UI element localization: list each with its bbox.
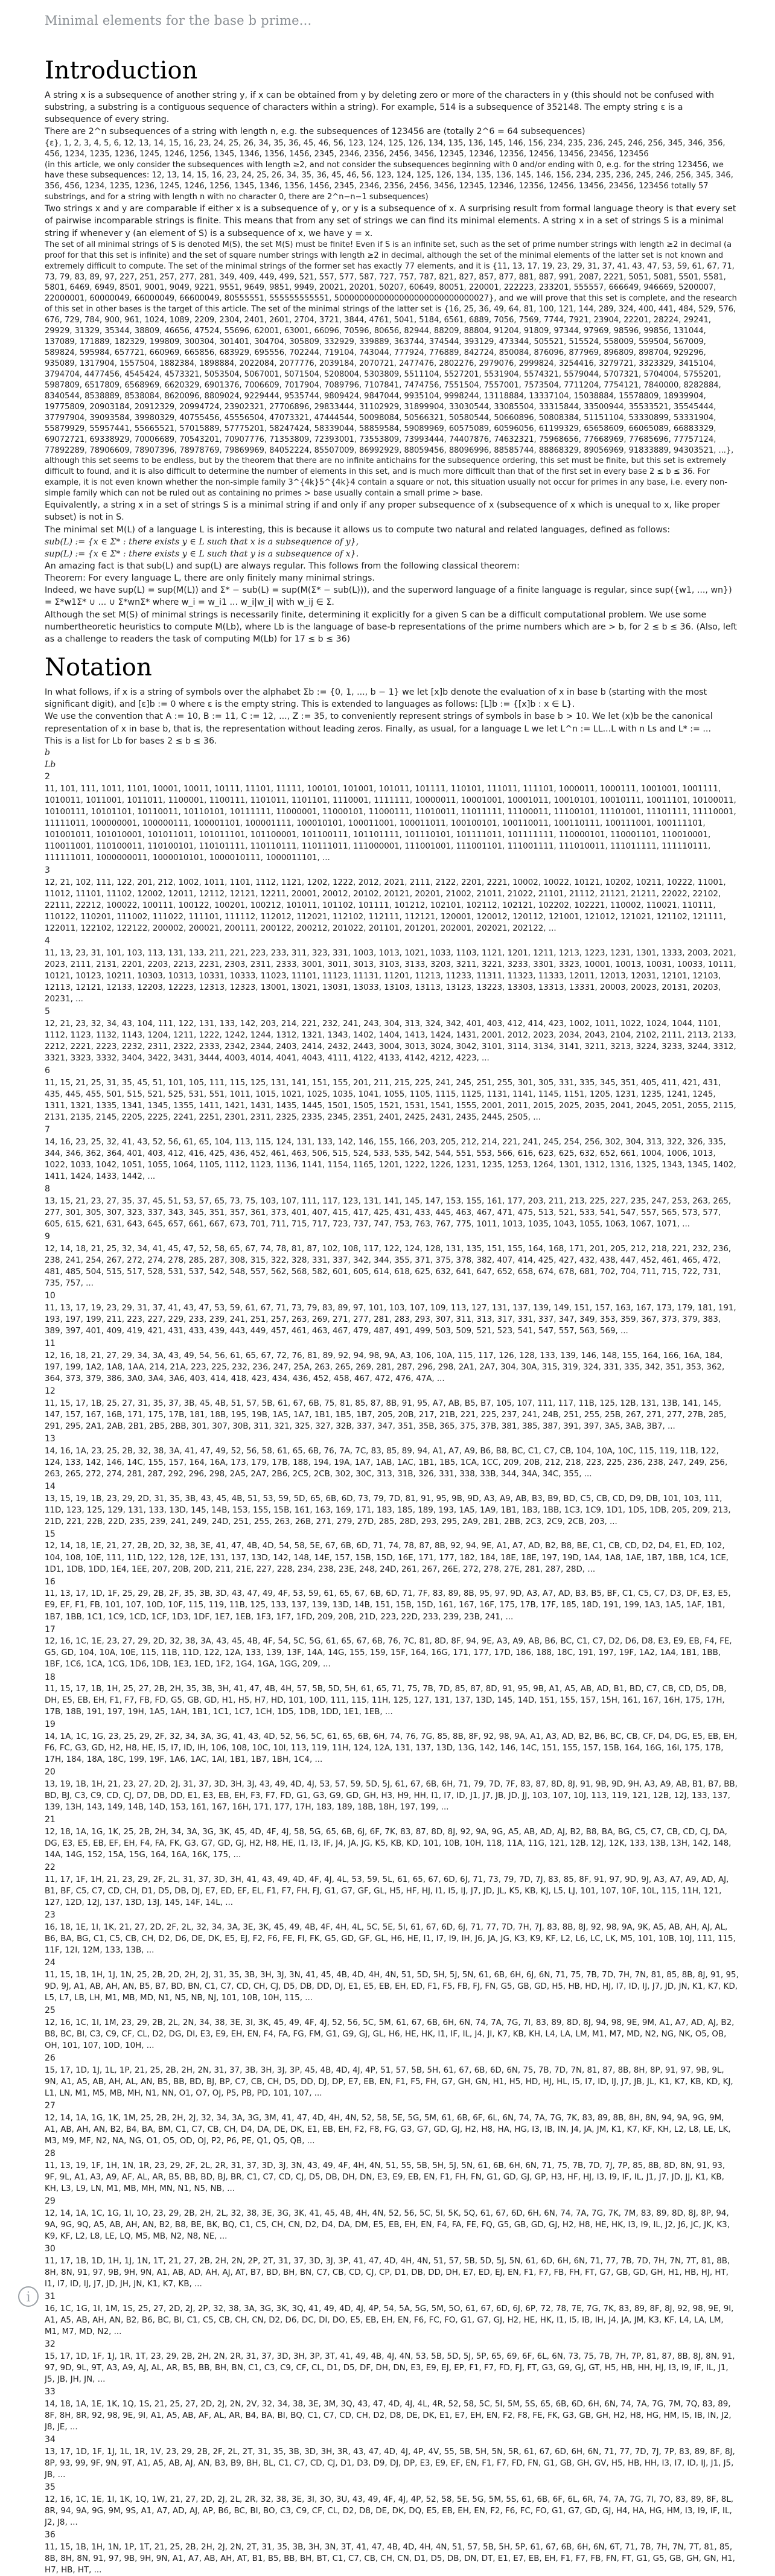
base-label: 10 [45,1290,56,1301]
base-label: 14 [45,1481,56,1491]
base-label: 29 [45,2196,56,2207]
base-prime-list: 11, 13, 17, 19, 23, 29, 31, 37, 41, 43, 47, 53, 59, 61, 67, 71, 73, 79, 83, 89, 97, 101, 103, 107, 109, 113, 127, 131, 137, 139, 149, 151, 157, 163, 167, 173, 179, 181, 191, 193, 197, 199, 211, 223, 227, 229, 233, 239, 241, 251, 257, 263, 269, 271, 277, 281, 283, 293, 307, 311, 313, 317, 331, 337, 347, 349, 353, 359, 367, 373, 379, 383, 389, 397, 401, 409, 419, 421, 431, 433, 439, 443, 449, 457, 461, 463, 467, 479, 487, 491, 499, 503, 509, 521, 523, 541, 547, 557, 563, 569, ... [45,1303,736,1336]
base-prime-list: 12, 21, 23, 32, 34, 43, 104, 111, 122, 131, 133, 142, 203, 214, 221, 232, 241, 243, 304, 313, 324, 342, 401, 403, 412, 414, 423, 1002, 1011, 1022, 1024, 1044, 1101, 1112, 1123, 1132, 1143, 1204, 1211, 1222, 1242, 1244, 1312, 1321, 1343, 1402, 1404, 1413, 1424, 1431, 2001, 2012, 2023, 2034, 2043, 2104, 2102, 2111, 2113, 2133, 2212, 2221, 2223, 2232, 2311, 2322, 2333, 2342, 2344, 2403, 2414, 2432, 2443, 3004, 3013, 3024, 3042, 3101, 3114, 3134, 3141, 3211, 3213, 3224, 3233, 3244, 3312, 3321, 3323, 3332, 3404, 3422, 3431, 3444, 4003, 4014, 4041, 4043, 4111, 4122, 4133, 4142, 4212, 4223, ... [45,1019,736,1063]
base-label: 33 [45,2387,56,2397]
base-prime-list: 11, 13, 19, 1F, 1H, 1N, 1R, 23, 29, 2F, 2L, 2R, 31, 37, 3D, 3J, 3N, 43, 49, 4F, 4H, 4N, 51, 55, 5B, 5H, 5J, 5N, 61, 6B, 6H, 6N, 71, 75, 7B, 7D, 7J, 7P, 85, 8B, 8D, 8N, 91, 93, 9F, 9L, A1, A3, A9, AF, AL, AR, B5, BB, BD, BJ, BR, C1, C7, CD, CJ, D5, DB, DH, DN, E3, E9, EB, EN, F1, FH, FN, G1, GD, GJ, GP, H3, HF, HJ, I3, I9, IF, IL, J1, J7, JD, JJ, K1, KB, KH, L3, L9, LN, M1, MB, MH, MN, N1, N5, NB, ... [45,2161,726,2194]
base-label: 27 [45,2101,56,2111]
base-label: 12 [45,1386,56,1396]
notation-heading: Notation [45,654,152,682]
base-prime-list: 14, 16, 23, 25, 32, 41, 43, 52, 56, 61, 65, 104, 113, 115, 124, 131, 133, 142, 146, 155, 166, 203, 205, 212, 214, 221, 241, 245, 254, 256, 302, 304, 313, 322, 326, 335, 344, 346, 362, 364, 401, 403, 412, 416, 425, 436, 452, 461, 463, 506, 515, 524, 533, 535, 542, 544, 551, 553, 566, 616, 623, 625, 632, 652, 661, 1004, 1006, 1013, 1022, 1033, 1042, 1051, 1055, 1064, 1105, 1112, 1123, 1136, 1141, 1154, 1165, 1201, 1222, 1226, 1231, 1235, 1253, 1264, 1301, 1312, 1316, 1325, 1343, 1345, 1402, 1411, 1424, 1433, 1442, ... [45,1137,736,1181]
intro-paragraph-although: Although the set M(S) of minimal strings is necessarily finite, determining it explicitly for a given S can be a difficult computational problem. We use some numbertheoretic heuristics to compute M(Lb), where Lb is the language of base-b representations of the prime numbers which are > b, for 2 ≤ b ≤ 36. (Also, left as a challenge to readers the task of computing M(Lb) for 17 ≤ b ≤ 36) [45,610,737,644]
base-prime-list: 13, 15, 19, 1B, 23, 29, 2D, 31, 35, 3B, 43, 45, 4B, 51, 53, 59, 5D, 65, 6B, 6D, 73, 79, 7D, 81, 91, 95, 9B, 9D, A3, A9, AB, B3, B9, BD, C5, CB, CD, D9, DB, 101, 103, 111, 11D, 123, 125, 129, 131, 133, 13D, 145, 14B, 153, 155, 15B, 161, 163, 169, 171, 183, 185, 189, 193, 1A5, 1A9, 1B1, 1B3, 1BB, 1C3, 1C9, 1D1, 1D5, 1DB, 205, 209, 213, 21D, 221, 22B, 22D, 235, 239, 241, 249, 24D, 251, 255, 263, 26B, 271, 279, 27D, 285, 28D, 293, 295, 2A9, 2B1, 2BB, 2C3, 2C9, 2CB, 203, ... [45,1494,731,1526]
wiki-info-icon[interactable]: i [18,2286,39,2307]
intro-paragraph-2: There are 2^n subsequences of a string with length n, e.g. the subsequences of 123456 are (totally 2^6 = 64 subsequences) [45,127,585,137]
base-label: 19 [45,1720,56,1730]
base-prime-list: 12, 14, 1A, 1G, 1K, 1M, 25, 2B, 2H, 2J, 32, 34, 3A, 3G, 3M, 41, 47, 4D, 4H, 4N, 52, 58, 5E, 5G, 5M, 61, 6B, 6F, 6L, 6N, 74, 7A, 7G, 7K, 83, 89, 8B, 8H, 8N, 94, 9A, 9G, 9M, A1, AB, AH, AN, B2, B4, BA, BM, C1, C7, CB, CH, D4, DA, DE, DK, E1, EB, EH, F2, F8, FG, G3, G7, GD, GJ, H2, H8, HA, HG, I3, IB, IN, J4, JA, JM, K1, K7, KF, KH, L2, L8, LE, LK, M3, M9, MF, N2, NA, NG, O1, O5, OD, OJ, P2, P6, PE, Q1, Q5, QB, ... [45,2114,731,2146]
notation-paragraph-2: We use the convention that A := 10, B := 11, C := 12, ..., Z := 35, to conveniently represent strings of symbols in base b > 10. We let (x)b be the canonical representation of x in base b, that is, the representation without leading zeros. Finally, as usual, for a language L we let L^n := LL...L with n Ls and L* := ... [45,712,713,734]
base-label: 18 [45,1672,56,1682]
base-label: 13 [45,1433,56,1444]
base-prime-list: 11, 17, 1B, 1D, 1H, 1J, 1N, 1T, 21, 27, 2B, 2H, 2N, 2P, 2T, 31, 37, 3D, 3J, 3P, 41, 47, 4D, 4H, 4N, 51, 57, 5B, 5D, 5J, 5N, 61, 6D, 6H, 6N, 71, 77, 7B, 7D, 7H, 7N, 7T, 81, 8B, 8H, 8N, 91, 97, 9B, 9H, 9N, A1, AB, AD, AH, AJ, AT, B7, BD, BH, BN, C7, CB, CD, CJ, CP, D1, DB, DD, DH, E7, ED, EJ, EN, F1, F7, FB, FH, FT, G7, GB, GD, GH, H1, HB, HJ, HT, I1, I7, ID, IJ, J7, JD, JH, JN, K1, K7, KB, ... [45,2257,730,2289]
base-label: 9 [45,1231,50,1242]
base-prime-list: 13, 15, 21, 23, 27, 35, 37, 45, 51, 53, 57, 65, 73, 75, 103, 107, 111, 117, 123, 131, 141, 145, 147, 153, 155, 161, 177, 203, 211, 213, 225, 227, 235, 247, 253, 263, 265, 277, 301, 305, 307, 323, 337, 343, 345, 351, 357, 361, 373, 401, 407, 415, 417, 425, 431, 433, 445, 463, 467, 471, 475, 513, 521, 533, 541, 547, 557, 565, 573, 577, 605, 615, 621, 631, 643, 645, 657, 661, 667, 673, 701, 711, 715, 717, 723, 737, 747, 753, 763, 767, 775, 1011, 1013, 1035, 1043, 1055, 1063, 1067, 1071, ... [45,1196,732,1229]
base-label: 16 [45,1577,56,1587]
base-label: 15 [45,1529,56,1539]
base-prime-list: 11, 17, 1F, 1H, 21, 23, 29, 2F, 2L, 31, 37, 3D, 3H, 41, 43, 49, 4D, 4F, 4J, 4L, 53, 59, 5L, 61, 65, 67, 6D, 6J, 71, 73, 79, 7D, 7J, 83, 85, 8F, 91, 97, 9D, 9J, A3, A7, A9, AD, AJ, B1, BF, C5, C7, CD, CH, D1, D5, DB, DJ, E7, ED, EF, EL, F1, F7, FH, FJ, G1, G7, GF, GL, H5, HF, HJ, I1, I5, IJ, J7, JD, JL, K5, KB, KJ, L5, LJ, 101, 107, 10F, 10L, 115, 11H, 121, 127, 12D, 12J, 137, 13D, 13J, 145, 14F, 14L, ... [45,1875,729,1908]
base-prime-list: 11, 15, 21, 25, 31, 35, 45, 51, 101, 105, 111, 115, 125, 131, 141, 151, 155, 201, 211, 215, 225, 241, 245, 251, 255, 301, 305, 331, 335, 345, 351, 405, 411, 421, 431, 435, 445, 455, 501, 515, 521, 525, 531, 551, 1011, 1015, 1021, 1025, 1035, 1041, 1055, 1105, 1115, 1125, 1131, 1141, 1145, 1151, 1205, 1231, 1235, 1241, 1245, 1311, 1321, 1335, 1341, 1345, 1355, 1411, 1421, 1431, 1435, 1445, 1501, 1505, 1521, 1531, 1541, 1555, 2001, 2011, 2015, 2025, 2035, 2041, 2045, 2051, 2055, 2115, 2131, 2135, 2145, 2205, 2225, 2241, 2251, 2301, 2311, 2325, 2335, 2345, 2351, 2401, 2425, 2431, 2435, 2445, 2505, ... [45,1078,736,1122]
base-label: 26 [45,2053,56,2064]
base-label: 28 [45,2149,56,2159]
base-label: 23 [45,1910,56,1921]
base-label: 11 [45,1338,56,1348]
intro-paragraph-1: A string x is a subsequence of another string y, if x can be obtained from y by deleting zero or more of the characters in y (this should not be confused with substring, a substring is a contiguous sequence of characters within a string). For example, 514 is a subsequence of 352148. The empty string ε is a subsequence of every string. [45,91,714,125]
base-label: 2 [45,771,50,782]
base-label: 5 [45,1006,50,1016]
base-prime-list: 11, 15, 1B, 1H, 1N, 1P, 1T, 21, 25, 2B, 2H, 2J, 2N, 2T, 31, 35, 3B, 3H, 3N, 3T, 41, 47, 4B, 4D, 4H, 4N, 51, 57, 5B, 5H, 5P, 61, 67, 6B, 6H, 6N, 6T, 71, 7B, 7H, 7N, 7T, 81, 85, 8B, 8H, 8N, 91, 97, 9B, 9H, 9N, A1, A7, AB, AH, AT, B1, B5, BB, BH, BT, C1, C7, CB, CH, CN, D1, D5, DB, DN, DT, E1, E7, EB, EH, F1, F7, FB, FN, FT, G1, G5, GB, GH, GN, H1, H7, HB, HT, ... [45,2542,735,2575]
base-prime-list: 11, 13, 23, 31, 101, 103, 113, 131, 133, 211, 221, 223, 233, 311, 323, 331, 1003, 1013, 1021, 1033, 1103, 1121, 1201, 1211, 1213, 1223, 1231, 1301, 1333, 2003, 2021, 2023, 2111, 2131, 2201, 2203, 2213, 2231, 2303, 2311, 2333, 3001, 3011, 3013, 3103, 3133, 3203, 3211, 3221, 3233, 3301, 3323, 10001, 10013, 10031, 10033, 10111, 10121, 10123, 10211, 10303, 10313, 10331, 10333, 11023, 11101, 11123, 11131, 11201, 11213, 11233, 11311, 11323, 11333, 12011, 12013, 12031, 12101, 12103, 12113, 12121, 12133, 12203, 12223, 12313, 12323, 13001, 13021, 13031, 13033, 13103, 13113, 13123, 13223, 13303, 13313, 13331, 20003, 20023, 20131, 20203, 20231, ... [45,948,736,1004]
base-label: 4 [45,936,50,946]
intro-paragraph-minimal-language: The minimal set M(L) of a language L is interesting, this is because it allows us to compute two natural and related languages, defined as follows: [45,524,671,535]
intro-paragraph-amazing: An amazing fact is that sub(L) and sup(L) are always regular. This follows from the following classical theorem: [45,561,520,571]
base-prime-list: 12, 16, 1C, 1E, 23, 27, 29, 2D, 32, 38, 3A, 43, 45, 4B, 4F, 54, 5C, 5G, 61, 65, 67, 6B, 76, 7C, 81, 8D, 8F, 94, 9E, A3, A9, AB, B6, BC, C1, C7, D2, D6, D8, E3, E9, EB, F4, FE, G5, GD, 104, 10A, 10E, 115, 11B, 11D, 122, 12A, 133, 139, 13F, 14A, 14G, 155, 159, 15F, 164, 16G, 171, 177, 17D, 186, 188, 18C, 191, 197, 19F, 1A2, 1A4, 1B1, 1BB, 1BF, 1C6, 1CA, 1CG, 1D6, 1DB, 1E3, 1ED, 1F2, 1G4, 1GA, 1GG, 209, ... [45,1637,732,1669]
base-label: 21 [45,1815,56,1825]
intro-sup-definition: sup(L) := {x ∈ Σ* : there exists y ∈ L such that y is a subsequence of x}. [45,549,359,559]
intro-sub-definition: sub(L) := {x ∈ Σ* : there exists y ∈ L such that x is a subsequence of y}, [45,537,359,547]
base-prime-list: 14, 16, 1A, 23, 25, 2B, 32, 38, 3A, 41, 47, 49, 52, 56, 58, 61, 65, 6B, 76, 7A, 7C, 83, 85, 89, 94, A1, A7, A9, B6, B8, BC, C1, C7, CB, 104, 10A, 10C, 115, 119, 11B, 122, 124, 133, 142, 146, 14C, 155, 157, 164, 16A, 173, 179, 17B, 188, 194, 19A, 1A7, 1AB, 1AC, 1B1, 1B5, 1CA, 1CC, 209, 20B, 212, 218, 223, 225, 236, 238, 247, 249, 256, 263, 265, 272, 274, 281, 287, 292, 296, 298, 2A5, 2A7, 2B6, 2C5, 2CB, 302, 30C, 313, 31B, 326, 331, 338, 33B, 344, 34A, 34C, 355, ... [45,1446,728,1479]
notation-section [45,686,739,771]
base-prime-list: 14, 18, 1A, 1E, 1K, 1Q, 1S, 21, 25, 27, 2D, 2J, 2N, 2V, 32, 34, 38, 3E, 3M, 3Q, 43, 47, 4D, 4J, 4L, 4R, 52, 58, 5C, 5I, 5M, 5S, 65, 6B, 6D, 6H, 6N, 74, 7A, 7G, 7M, 7Q, 83, 89, 8F, 8H, 8R, 92, 98, 9E, 9I, A1, A5, AB, AF, AL, AR, B4, BA, BI, BQ, C1, C7, CD, CH, D2, D8, DE, DK, E1, E7, EH, EN, F2, F8, FE, FK, G3, GB, GH, H2, H8, HG, HM, I5, IB, IN, J2, J8, JE, ... [45,2399,732,2432]
base-prime-list: 12, 16, 1C, 1E, 1I, 1K, 1Q, 1W, 21, 27, 2D, 2J, 2L, 2R, 32, 38, 3E, 3I, 3O, 3U, 43, 49, 4F, 4J, 4P, 52, 58, 5E, 5G, 5M, 5S, 61, 6B, 6F, 6L, 6R, 74, 7A, 7G, 7I, 7O, 83, 89, 8F, 8L, 8R, 94, 9A, 9G, 9M, 9S, A1, A7, AD, AJ, AP, B6, BC, BI, BO, C3, C9, CF, CL, D2, D8, DE, DK, DQ, E5, EB, EH, EN, F2, F6, FC, FO, G1, G7, GD, GJ, H4, HA, HG, HM, I3, I9, IF, IL, J2, J8, ... [45,2495,734,2527]
base-label: 6 [45,1065,50,1076]
base-label: 36 [45,2530,56,2540]
base-prime-list: 11, 15, 17, 1B, 25, 27, 31, 35, 37, 3B, 45, 4B, 51, 57, 5B, 61, 67, 6B, 75, 81, 85, 87, 8B, 91, 95, A7, AB, B5, B7, 105, 107, 111, 117, 11B, 125, 12B, 131, 13B, 141, 145, 147, 157, 167, 16B, 171, 175, 17B, 181, 18B, 195, 19B, 1A5, 1A7, 1B1, 1B5, 1B7, 205, 20B, 217, 21B, 221, 225, 237, 241, 24B, 251, 255, 25B, 267, 271, 277, 27B, 285, 291, 295, 2A1, 2AB, 2B1, 2B5, 2BB, 301, 307, 30B, 311, 321, 325, 327, 32B, 337, 347, 351, 35B, 365, 375, 37B, 381, 385, 387, 391, 397, 3A5, 3AB, 3B7, ... [45,1398,727,1431]
intro-paragraph-note: (in this article, we only consider the subsequences with length ≥2, and not consider the subsequences beginning with 0 and/or ending with 0, e.g. for the string 123456, we have these subsequences: 12, 13, 14, 15, 16, 23, 24, 25, 26, 34, 35, 36, 45, 46, 56, 123, 124, 125, 126, 134, 135, 136, 145, 146, 156, 234, 235, 236, 245, 246, 256, 345, 346, 356, 456, 1234, 1235, 1236, 1245, 1246, 1256, 1345, 1346, 1356, 1456, 2345, 2346, 2356, 2456, 3456, 12345, 12346, 12356, 12456, 13456, 23456, 123456 totally 57 substrings, and for a string with length n with no character 0, there are 2^n−n−1 subsequences) [45,160,733,202]
base-prime-list: 16, 18, 1E, 1I, 1K, 21, 27, 2D, 2F, 2L, 32, 34, 3A, 3E, 3K, 45, 49, 4B, 4F, 4H, 4L, 5C, 5E, 5I, 61, 67, 6D, 6J, 71, 77, 7D, 7H, 7J, 83, 8B, 8J, 92, 98, 9A, 9K, A5, AB, AH, AJ, AL, B6, BA, BG, C1, C5, CB, CH, D2, D6, DE, DK, E5, EJ, F2, F6, FE, FI, FK, G5, GD, GF, GL, H6, HE, I1, I7, I9, IH, J6, JA, JG, K3, K9, KF, L2, L6, LC, LK, M5, 101, 10B, 10J, 111, 115, 11F, 12I, 12M, 133, 13B, ... [45,1923,736,1956]
base-prime-list: 12, 14, 18, 21, 25, 32, 34, 41, 45, 47, 52, 58, 65, 67, 74, 78, 81, 87, 102, 108, 117, 122, 124, 128, 131, 135, 151, 155, 164, 168, 171, 201, 205, 212, 218, 221, 232, 236, 238, 241, 254, 267, 272, 274, 278, 285, 287, 308, 315, 322, 328, 331, 337, 342, 344, 355, 371, 375, 378, 382, 407, 414, 425, 427, 432, 438, 447, 452, 461, 465, 472, 481, 485, 504, 515, 517, 528, 531, 537, 542, 548, 557, 562, 568, 582, 601, 605, 614, 618, 625, 632, 641, 647, 652, 658, 674, 678, 681, 702, 704, 711, 715, 722, 731, 735, 757, ... [45,1244,732,1288]
notation-paragraph-3: This is a list for Lb for bases 2 ≤ b ≤ 36. [45,736,217,746]
list-label-b: b [45,747,50,757]
site-title: Minimal elements for the base b prime... [45,13,312,28]
base-prime-list: 16, 1C, 1G, 1I, 1M, 1S, 25, 27, 2D, 2J, 2P, 32, 38, 3A, 3G, 3K, 3Q, 41, 49, 4D, 4J, 4P, 54, 5A, 5G, 5M, 5O, 61, 67, 6D, 6J, 6P, 72, 78, 7E, 7G, 7K, 83, 89, 8F, 8J, 92, 98, 9E, 9I, A1, A5, AB, AH, AN, B2, B6, BC, BI, C1, C5, CB, CH, CN, D2, D6, DC, DI, DO, E5, EB, EH, EN, F6, FC, FO, G1, G7, GJ, H2, HE, HK, I1, I5, IB, IH, J4, JA, JM, K3, KF, L4, LA, LM, M1, M7, MD, N2, ... [45,2304,734,2337]
intro-paragraph-comparable: Two strings x and y are comparable if either x is a subsequence of y, or y is a subsequence of x. A surprising result from formal language theory is that every set of pairwise incomparable strings is finite. This means that from any set of strings we can find its minimal elements. A string x in a set of strings S is a minimal string if whenever y (an element of S) is a subsequence of x, we have y = x. [45,204,736,238]
base-prime-list: 11, 15, 17, 1B, 1H, 25, 27, 2B, 2H, 35, 3B, 3H, 41, 47, 4B, 4H, 57, 5B, 5D, 5H, 61, 65, 71, 75, 7B, 7D, 85, 87, 8D, 91, 95, 9B, A1, A5, AB, AD, B1, BD, C7, CB, CD, D5, DB, DH, E5, EB, EH, F1, F7, FB, FD, G5, GB, GD, H1, H5, H7, HD, 101, 10D, 111, 115, 11H, 125, 127, 131, 137, 13D, 145, 14D, 151, 155, 157, 15H, 161, 167, 16H, 175, 17H, 17B, 18B, 191, 197, 19H, 1A5, 1AH, 1B1, 1C1, 1C7, 1CH, 1D5, 1DB, 1DD, 1E1, 1EB, ... [45,1685,727,1717]
base-label: 32 [45,2339,56,2350]
intro-paragraph-equivalently: Equivalently, a string x in a set of strings S is a minimal string if and only if any proper subsequence of x (subsequence of x which is unequal to x, like proper subset) is not in S. [45,500,721,523]
base-prime-list: 12, 16, 1C, 1I, 1M, 23, 29, 2B, 2L, 2N, 34, 38, 3E, 3I, 3K, 45, 49, 4F, 4J, 52, 56, 5C, 5M, 61, 67, 6B, 6H, 6N, 74, 7A, 7G, 7I, 83, 89, 8D, 8J, 94, 98, 9E, 9M, A1, A7, AD, AJ, B2, B8, BC, BI, C3, C9, CF, CL, D2, DG, DI, E3, E9, EH, EN, F4, FA, FG, FM, G1, G9, GJ, GL, H6, HE, HK, I1, IF, IL, J4, JI, K7, KB, KH, L4, LA, LM, M1, M7, MD, N2, NG, NK, O5, OB, OH, 101, 107, 10D, 10H, ... [45,2018,735,2051]
base-prime-list: 14, 1A, 1C, 1G, 23, 25, 29, 2F, 32, 34, 3A, 3G, 41, 43, 4D, 52, 56, 5C, 61, 65, 6B, 6H, 74, 76, 7G, 85, 8B, 8F, 92, 98, 9A, A1, A3, AD, B2, B6, BC, CB, CF, D4, DG, E5, EB, EH, F6, FC, G3, GD, H2, H8, HE, I5, I7, ID, IH, 106, 108, 10C, 10I, 113, 119, 11H, 124, 12A, 131, 137, 13D, 13G, 142, 146, 14C, 151, 155, 157, 15B, 164, 16G, 16I, 175, 17B, 17H, 184, 18A, 18C, 199, 19F, 1A6, 1AC, 1AI, 1B1, 1B7, 1BH, 1C4, ... [45,1732,738,1765]
base-prime-list: 12, 14, 1A, 1C, 1G, 1I, 1O, 23, 29, 2B, 2H, 2L, 32, 38, 3E, 3G, 3K, 41, 45, 4B, 4H, 4N, 52, 56, 5C, 5I, 5K, 5Q, 61, 67, 6D, 6H, 6N, 74, 7A, 7G, 7K, 7M, 83, 89, 8D, 8J, 8P, 94, 9A, 9G, 9Q, A5, AB, AH, AN, B2, B8, BE, BK, BQ, C1, C5, CH, CN, D2, D4, DA, DM, E5, EB, EH, EN, F4, FA, FE, FQ, G5, GB, GD, GJ, H2, H8, HE, HK, I3, I9, IL, J2, J6, JC, JK, K3, K9, KF, L2, L8, LE, LQ, M5, MB, N2, N8, NE, ... [45,2209,730,2242]
notation-paragraph-1: In what follows, if x is a string of symbols over the alphabet Σb := {0, 1, ..., b − 1} we let [x]b denote the evaluation of x in base b (starting with the most significant digit), and [ε]b := 0 where ε is the empty string. This is extended to languages as follows: [L]b := {[x]b : x ∈ L}. [45,687,707,710]
base-label: 30 [45,2244,56,2254]
bases-list [45,771,739,2576]
base-label: 34 [45,2435,56,2444]
intro-subsequence-list: {ε}, 1, 2, 3, 4, 5, 6, 12, 13, 14, 15, 16, 23, 24, 25, 26, 34, 35, 36, 45, 46, 56, 123, 124, 125, 126, 134, 135, 136, 145, 146, 156, 234, 235, 236, 245, 246, 256, 345, 346, 356, 456, 1234, 1235, 1236, 1245, 1246, 1256, 1345, 1346, 1356, 1456, 2345, 2346, 2356, 2456, 3456, 12345, 12346, 12356, 12456, 13456, 23456, 123456 [45,138,726,159]
base-label: 25 [45,2006,56,2016]
base-label: 17 [45,1624,56,1634]
base-label: 7 [45,1124,50,1135]
intro-paragraph-indeed: Indeed, we have sup(L) = sup(M(L)) and Σ* − sub(L) = sup(M(Σ* − sub(L))), and the superword language of a finite language is regular, since sup({w1, ..., wn}) = Σ*w1Σ* ∪ ... ∪ Σ*wnΣ* where w_i = w_i1 ... w_i|w_i| with w_ij ∈ Σ. [45,585,732,608]
introduction-section [45,89,739,645]
base-prime-list: 12, 14, 18, 1E, 21, 27, 2B, 2D, 32, 38, 3E, 41, 47, 4B, 4D, 54, 58, 5E, 67, 6B, 6D, 71, 74, 78, 87, 8B, 92, 94, 9E, A1, A7, AD, B2, B8, BE, C1, CB, CD, D2, D4, E1, ED, 102, 104, 108, 10E, 111, 11D, 122, 128, 12E, 131, 137, 13D, 142, 148, 14E, 157, 15B, 15D, 16E, 171, 177, 182, 184, 18E, 18E, 197, 19D, 1A4, 1A8, 1AE, 1B7, 1BB, 1C4, 1CE, 1D1, 1DB, 1DD, 1E4, 1EE, 207, 20B, 20D, 211, 21E, 227, 228, 234, 238, 23E, 248, 24D, 261, 267, 26E, 272, 278, 27E, 281, 287, 28D, ... [45,1541,729,1574]
base-prime-list: 13, 17, 1D, 1F, 1J, 1L, 1R, 1V, 23, 29, 2B, 2F, 2L, 2T, 31, 35, 3B, 3D, 3H, 3R, 43, 47, 4D, 4J, 4P, 4V, 55, 5B, 5H, 5N, 5R, 61, 67, 6D, 6H, 6N, 71, 77, 7D, 7J, 7P, 83, 89, 8F, 8J, 8P, 93, 99, 9F, 9N, 9T, A1, A5, AB, AJ, AN, B3, B9, BH, BL, C1, C7, CD, CJ, D1, D3, D9, DJ, DP, E3, E9, EF, EN, F1, F7, FD, FN, G1, GB, GH, GV, H5, HB, HH, I3, I7, ID, IJ, J1, J5, JB, ... [45,2447,735,2479]
base-prime-list: 11, 15, 1B, 1H, 1J, 1N, 25, 2B, 2D, 2H, 2J, 31, 35, 3B, 3H, 3J, 3N, 41, 45, 4B, 4D, 4H, 4N, 51, 5D, 5H, 5J, 5N, 61, 6B, 6H, 6J, 6N, 71, 75, 7B, 7D, 7H, 7N, 81, 85, 8B, 8J, 91, 95, 9D, 9J, A1, AB, AH, AN, B5, B7, BD, BN, C1, C7, CD, CH, CJ, D5, DB, DD, DJ, E1, E5, EB, EH, ED, F1, F5, FB, FJ, FN, G5, GB, GD, H5, HB, HD, HJ, I7, ID, IJ, J7, JD, JN, K1, K7, KD, L5, L7, LB, LH, M1, MB, MD, N1, N5, NB, NJ, 101, 10B, 10H, 115, ... [45,1971,739,2003]
base-label: 3 [45,865,50,875]
intro-paragraph-minimal-sets: The set of all minimal strings of S is denoted M(S), the set M(S) must be finite! Even if S is an infinite set, such as the set of prime number strings with length ≥2 in decimal (a proof for that this set is infinite) and the set of square number strings with length ≥2 in decimal, although the set of the minimal elements of the latter set is not known and extremely difficult to compute. The set of the minimal strings of the former set has exactly 77 elements, and it is {11, 13, 17, 19, 23, 29, 31, 37, 41, 43, 47, 53, 59, 61, 67, 71, 73, 79, 83, 89, 97, 227, 251, 257, 277, 281, 349, 409, 449, 499, 521, 557, 577, 587, 727, 757, 787, 821, 827, 857, 877, 881, 887, 991, 2087, 2221, 5051, 5081, 5501, 5581, 5801, 6469, 6949, 8501, 9001, 9049, 9221, 9551, 9649, 9851, 9949, 20021, 20201, 50207, 60649, 80051, 220001, 222223, 233201, 555557, 666649, 946669, 5200007, 22000001, 60000049, 66000049, 66600049, 80555551, 555555555551, 5000000000000000000000000000027}, and we will prove that this set is complete, and the research of this set in other bases is the target of this article. The set of the minimal strings of the latter set is {16, 25, 36, 49, 64, 81, 100, 121, 144, 289, 324, 400, 441, 484, 529, 576, 676, 729, 784, 900, 961, 1024, 1089, 2209, 2304, 2401, 2601, 2704, 3721, 3844, 4761, 5041, 5184, 6561, 6889, 7056, 7569, 7744, 7921, 23904, 22201, 28224, 29241, 29929, 31329, 35344, 38809, 46656, 47524, 55696, 62001, 63001, 66096, 70596, 80656, 82944, 88209, 88804, 91204, 91809, 97344, 97969, 98596, 99856, 131044, 137089, 171889, 182329, 199809, 300304, 301401, 304704, 305809, 332929, 339889, 363744, 374544, 393129, 473344, 505521, 515524, 558009, 559504, 567009, 589824, 595984, 657721, 660969, 665856, 683929, 695556, 702244, 719104, 743044, 777924, 776889, 842724, 850084, 876096, 877969, 896809, 898704, 929296, 935089, 1317904, 1557504, 1882384, 1898884, 2022084, 2077776, 2039184, 2070721, 2477476, 2802276, 2979076, 2999824, 3254416, 3279721, 3323329, 3415104, 3794704, 4477456, 4545424, 4573321, 5053504, 5067001, 5071504, 5208004, 5303809, 5511104, 5527201, 5531904, 5574321, 5579044, 5707321, 5704004, 5755201, 5987809, 6517809, 6568969, 6620329, 6901376, 7006609, 7017904, 7089796, 7107841, 7474756, 7551504, 7557001, 7573504, 7711204, 7754121, 7840000, 8282884, 8340544, 8538889, 8538084, 8620096, 8809024, 9229444, 9535744, 9809424, 9847044, 9935104, 9998244, 13118884, 13337104, 15038884, 15578809, 18939904, 19775809, 20903184, 20912329, 20994724, 23902321, 27706896, 29833444, 31102929, 31899904, 33030544, 33085504, 33315844, 33500944, 35533521, 35545444, 37797904, 39093584, 39980329, 40755456, 45556504, 47073321, 47444544, 50098084, 50566321, 50580544, 50660896, 50808384, 51151104, 53330899, 53331904, 55879929, 55957441, 55665521, 57015889, 57775201, 58247424, 58339044, 58859584, 59089969, 60575089, 60596056, 61199329, 65658609, 66065089, 66883329, 69072721, 69338929, 70006689, 70543201, 70907776, 71353809, 72393001, 73553809, 73993444, 74407876, 74632321, 75968656, 77668969, 77685696, 77757124, 77892289, 78906609, 78907396, 78978769, 79869969, 84052224, 85507009, 86992929, 88059456, 88096996, 88585744, 88868329, 89056969, 91833889, 94303521, ...}, although this set seems to be endless, but by the theorem that there are no infinite antichains for the subsequence ordering, this set must be finite, but this set is extremely difficult to found, and it is also difficult to determine the number of elements in this set, and is much more difficult than that of the first set in every base 2 ≤ b ≤ 36. For example, it is not even known whether the non-simple family 3^{4k}5^{4k}4 contain a square or not, this situation usually not occur for primes in any base, i.e. every non-simple family which can not be ruled out as containing no primes > base usually contain a small prime > base. [45,240,737,499]
base-label: 35 [45,2482,56,2492]
base-label: 31 [45,2292,56,2302]
base-prime-list: 12, 16, 18, 21, 27, 29, 34, 3A, 43, 49, 54, 56, 61, 65, 67, 72, 76, 81, 89, 92, 94, 98, 9A, A3, 106, 10A, 115, 117, 126, 128, 133, 139, 146, 148, 155, 164, 166, 16A, 184, 197, 199, 1A2, 1A8, 1AA, 214, 21A, 223, 225, 232, 236, 247, 25A, 263, 265, 269, 281, 287, 296, 298, 2A1, 2A7, 304, 30A, 315, 319, 324, 331, 335, 342, 351, 353, 362, 364, 373, 379, 386, 3A0, 3A4, 3A6, 403, 414, 418, 423, 434, 436, 452, 458, 467, 472, 476, 47A, ... [45,1351,725,1383]
base-prime-list: 11, 13, 17, 1D, 1F, 25, 29, 2B, 2F, 35, 3B, 3D, 43, 47, 49, 4F, 53, 59, 61, 65, 67, 6B, 6D, 71, 7F, 83, 89, 8B, 95, 97, 9D, A3, A7, AD, B3, B5, BF, C1, C5, C7, D3, DF, E3, E5, E9, EF, F1, FB, 101, 107, 10D, 10F, 115, 119, 11B, 125, 133, 137, 139, 13D, 14B, 151, 15B, 15D, 161, 167, 16F, 175, 17B, 17F, 185, 18D, 191, 199, 1A3, 1A5, 1AF, 1B1, 1B7, 1BB, 1C1, 1C9, 1CD, 1CF, 1D3, 1DF, 1E7, 1EB, 1F3, 1F7, 1FD, 209, 20B, 21D, 223, 22D, 233, 239, 23B, 241, ... [45,1589,731,1622]
base-prime-list: 15, 17, 1D, 1J, 1L, 1P, 21, 25, 2B, 2H, 2N, 31, 37, 3B, 3H, 3J, 3P, 45, 4B, 4D, 4J, 4P, 51, 57, 5B, 5H, 61, 67, 6B, 6D, 6N, 75, 7B, 7D, 7N, 81, 87, 8B, 8H, 8P, 91, 97, 9B, 9L, 9N, A1, A5, AB, AH, AL, AN, B5, BB, BD, BJ, BP, C7, CB, CH, D5, DD, DJ, DP, E7, EB, EN, F1, F5, FH, G7, GH, GN, H1, H5, HD, HJ, HL, I5, I7, ID, IJ, J7, JB, JL, K1, K7, KB, KD, KJ, L1, LN, M1, M5, MB, MH, N1, NN, O1, O7, OJ, P5, PB, PD, 101, 107, ... [45,2066,733,2099]
intro-theorem: Theorem: For every language L, there are only finitely many minimal strings. [45,573,375,584]
base-prime-list: 12, 18, 1A, 1G, 1K, 25, 2B, 2H, 34, 3A, 3G, 3K, 45, 4D, 4F, 4J, 58, 5G, 65, 6B, 6J, 6F, 7K, 83, 87, 8D, 8J, 92, 9A, 9G, A5, AB, AD, AJ, B2, B8, BA, BG, C5, C7, CB, CD, CJ, DA, DG, E3, E5, EB, EF, EH, F4, FA, FK, G3, G7, GD, GJ, H2, H8, HE, I1, I3, IF, J4, JA, JG, K5, KB, KD, 101, 10B, 10H, 118, 11A, 11G, 121, 12B, 12J, 12K, 133, 13B, 13H, 142, 148, 14A, 14G, 152, 15A, 15G, 164, 16A, 16K, 175, ... [45,1828,732,1860]
base-label: 20 [45,1767,56,1777]
base-label: 24 [45,1958,56,1968]
base-label: 8 [45,1184,50,1194]
list-label-lb: Lb [45,759,56,770]
base-prime-list: 15, 17, 1D, 1F, 1J, 1R, 1T, 23, 29, 2B, 2H, 2N, 2R, 31, 37, 3D, 3H, 3P, 3T, 41, 49, 4B, 4J, 4N, 53, 5B, 5D, 5J, 5P, 65, 69, 6F, 6L, 6N, 73, 75, 7B, 7H, 7P, 81, 87, 8B, 8J, 8N, 91, 97, 9D, 9L, 9T, A3, A9, AJ, AL, AR, B5, BB, BH, BN, C1, C3, C9, CF, CL, D1, D5, DF, DH, DN, E3, E9, EJ, EP, F1, F7, FD, FJ, FT, G3, G9, GJ, GT, H5, HB, HH, HJ, I3, I9, IF, IL, J1, J5, JB, JH, JN, ... [45,2351,735,2384]
base-label: 22 [45,1863,56,1873]
introduction-heading: Introduction [45,57,198,84]
base-prime-list: 12, 21, 102, 111, 122, 201, 212, 1002, 1011, 1101, 1112, 1121, 1202, 1222, 2012, 2021, 2111, 2122, 2201, 2221, 10002, 10022, 10121, 10202, 10211, 10222, 11001, 11012, 11101, 11102, 12002, 12011, 12112, 12121, 12211, 20001, 20012, 20102, 20121, 20201, 21002, 21011, 21022, 21101, 21112, 21121, 21211, 22022, 22102, 22111, 22212, 100022, 100111, 100122, 100201, 100212, 101011, 101102, 101111, 101212, 102101, 102112, 102121, 102202, 102221, 110002, 110021, 110111, 110122, 110201, 111002, 111022, 111101, 111112, 112012, 112021, 112102, 112111, 112121, 120001, 120012, 120112, 121001, 121012, 121021, 121102, 121111, 122011, 122102, 122122, 200002, 200021, 200111, 200122, 200212, 201022, 201101, 201201, 202001, 202021, 202122, ... [45,878,726,933]
base-prime-list: 13, 19, 1B, 1H, 21, 23, 27, 2D, 2J, 31, 37, 3D, 3H, 3J, 43, 49, 4D, 4J, 53, 57, 59, 5D, 5J, 61, 67, 6B, 6H, 71, 79, 7D, 7F, 83, 87, 8D, 8J, 91, 9B, 9D, 9H, A3, A9, AB, B1, B7, BB, BD, BJ, C3, C9, CD, CJ, D7, DB, DD, E1, E3, EB, EH, F3, F7, FD, G1, G3, G9, GD, GH, H3, H9, HH, I1, I7, ID, J1, J7, JB, JD, JJ, 103, 107, 10J, 113, 119, 121, 12B, 12J, 133, 137, 139, 13H, 143, 149, 14B, 14D, 153, 161, 167, 16H, 171, 177, 17H, 183, 189, 18B, 18H, 197, 199, ... [45,1780,738,1812]
base-prime-list: 11, 101, 111, 1011, 1101, 10001, 10011, 10111, 11101, 11111, 100101, 101001, 101011, 101111, 110101, 111011, 111101, 1000011, 1000111, 1001001, 1001111, 1010011, 1011001, 1011011, 1100001, 1100111, 1101011, 1101101, 1110001, 1111111, 10000011, 10001001, 10001011, 10010101, 10010111, 10011101, 10100011, 10100111, 10101101, 10110011, 10110101, 10111111, 11000001, 11000101, 11000111, 11010011, 11011111, 11100011, 11100101, 11101001, 11101111, 11110001, 11111011, 100000001, 100000111, 100001101, 100001111, 100010101, 100011001, 100011011, 100100101, 100110011, 100110111, 100111001, 100111101, 101001011, 101010001, 101011011, 101011101, 101100001, 101100111, 101101111, 101110101, 101111011, 101111111, 110000101, 110001101, 110010001, 110011001, 110100011, 110100101, 110101111, 110110111, 110111011, 111000001, 111001001, 111001101, 111001111, 111010011, 111011111, 111110111, 111111011, 1000000011, 1000010101, 1000010111, 1000011101, ... [45,784,736,862]
